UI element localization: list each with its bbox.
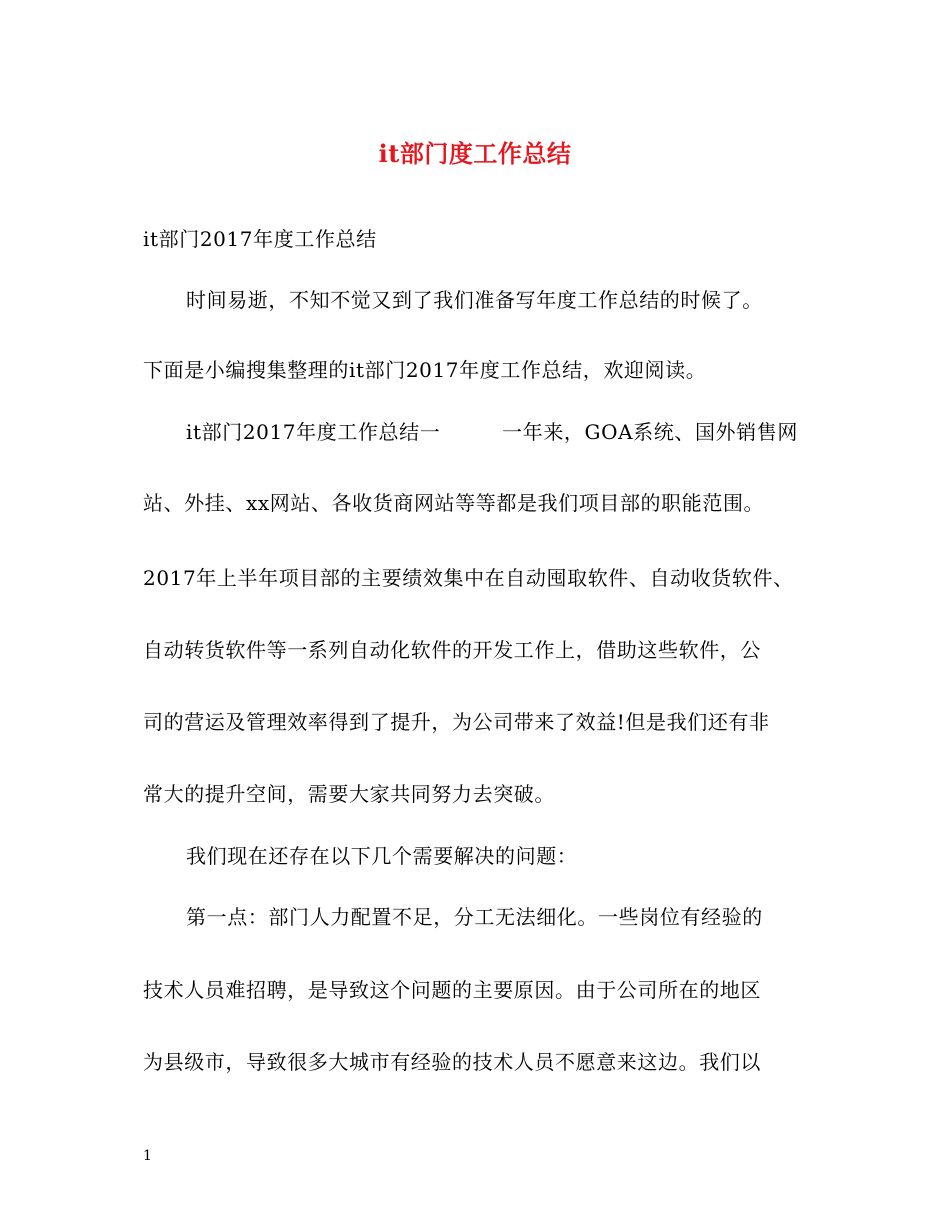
- paragraph-line: 司的营运及管理效率得到了提升，为公司带来了效益!但是我们还有非: [143, 710, 770, 734]
- paragraph-line: it部门2017年度工作总结一 一年来，GOA系统、国外销售网: [186, 420, 798, 444]
- paragraph-line: 第一点：部门人力配置不足，分工无法细化。一些岗位有经验的: [186, 905, 763, 929]
- paragraph-line: 时间易逝，不知不觉又到了我们准备写年度工作总结的时候了。: [186, 288, 763, 312]
- paragraph-line: 为县级市，导致很多大城市有经验的技术人员不愿意来这边。我们以: [143, 1050, 761, 1074]
- paragraph-line: 常大的提升空间，需要大家共同努力去突破。: [143, 782, 555, 806]
- page-number: 1: [143, 1148, 152, 1164]
- subtitle-line: it部门2017年度工作总结: [143, 227, 377, 251]
- paragraph-line: 我们现在还存在以下几个需要解决的问题：: [186, 844, 578, 868]
- paragraph-line: 技术人员难招聘，是导致这个问题的主要原因。由于公司所在的地区: [143, 978, 761, 1002]
- paragraph-line: 下面是小编搜集整理的it部门2017年度工作总结，欢迎阅读。: [143, 358, 707, 382]
- paragraph-line: 自动转货软件等一系列自动化软件的开发工作上，借助这些软件，公: [143, 638, 761, 662]
- paragraph-line: 2017年上半年项目部的主要绩效集中在自动囤取软件、自动收货软件、: [143, 566, 794, 590]
- document-title: it部门度工作总结: [378, 139, 572, 168]
- paragraph-line: 站、外挂、xx网站、各收货商网站等等都是我们项目部的职能范围。: [143, 491, 765, 515]
